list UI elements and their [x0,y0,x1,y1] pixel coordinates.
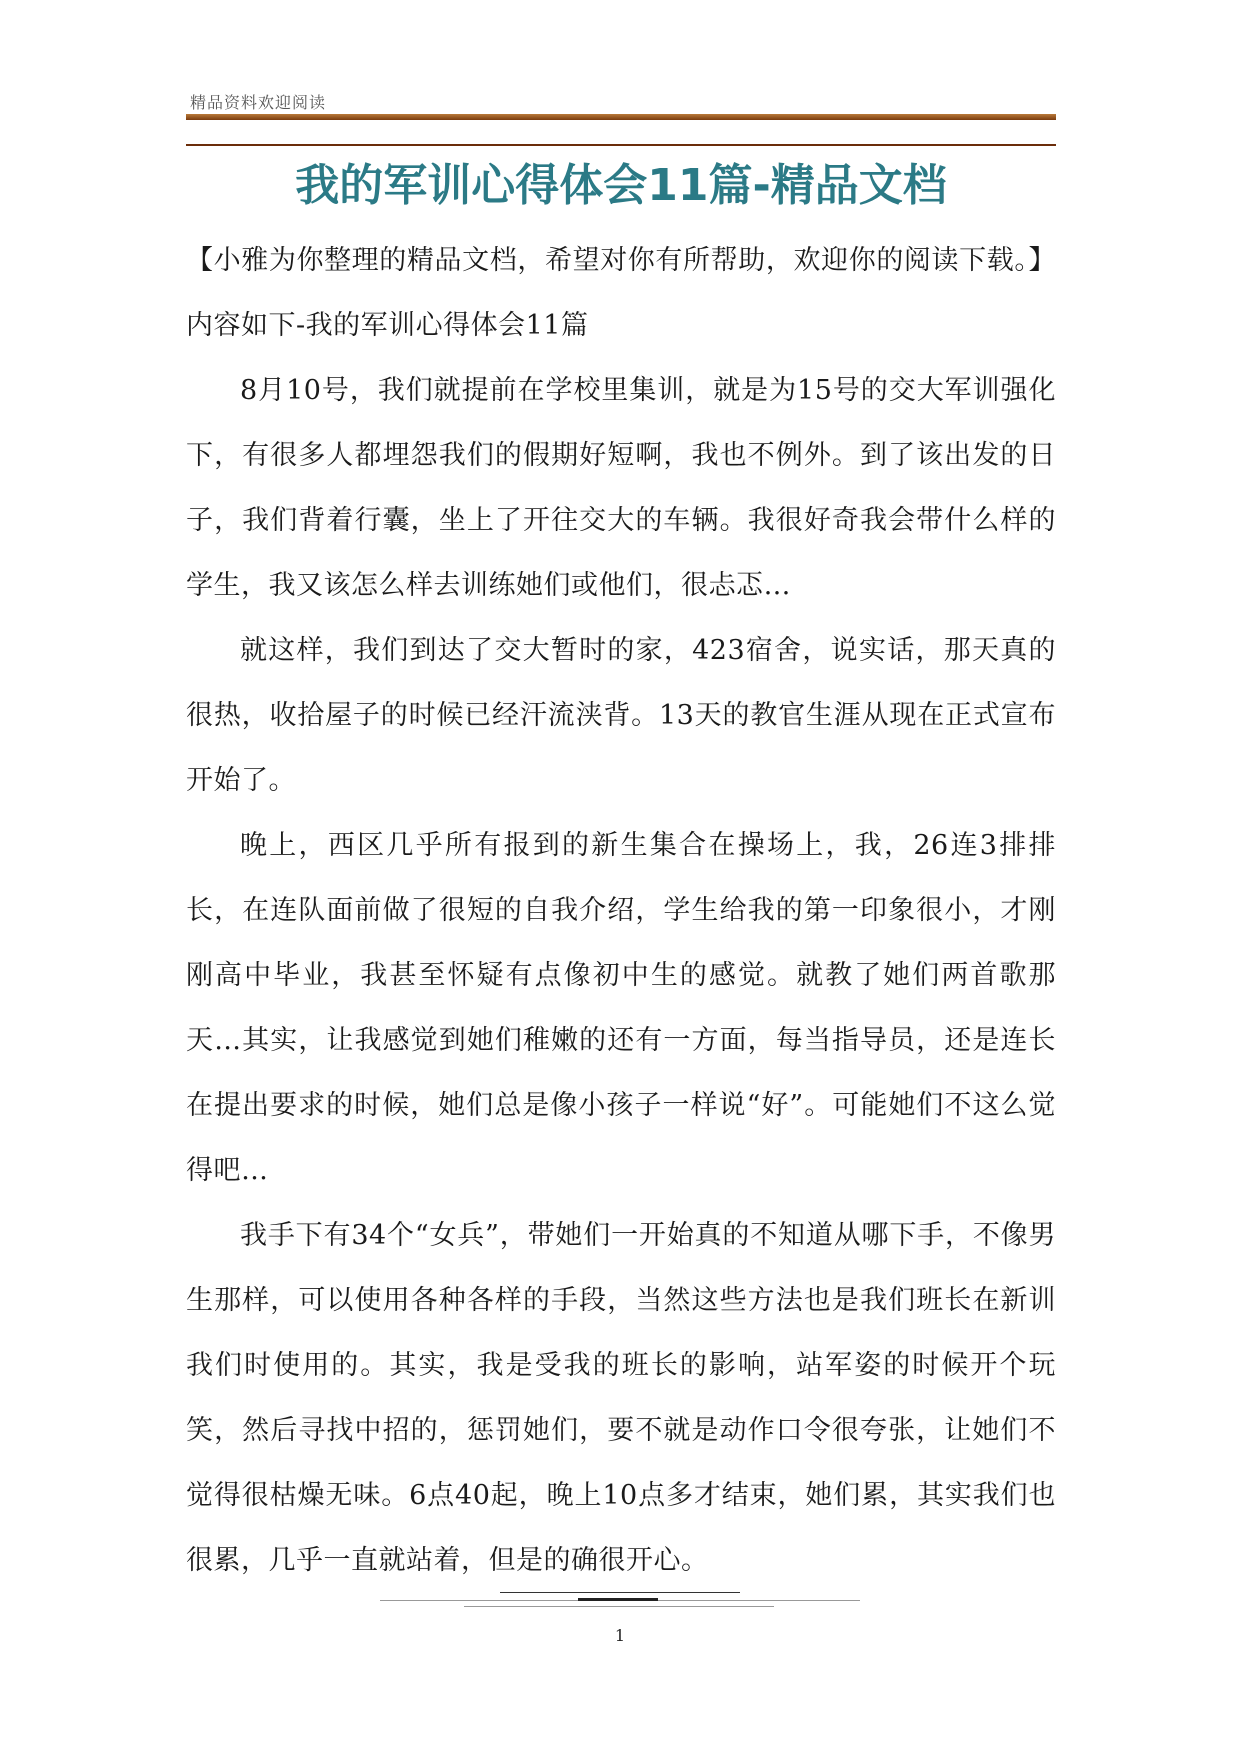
footer-rule-accent [578,1598,658,1601]
body-paragraph: 我手下有34个“女兵”，带她们一开始真的不知道从哪下手，不像男生那样，可以使用各种各样的手段，当然这些方法也是我们班长在新训我们时使用的。其实，我是受我的班长的影响，站军姿的时候开个玩笑，然后寻找中招的，惩罚她们，要不就是动作口令很夸张，让她们不觉得很枯燥无味。6点40起，晚上10点多才结束，她们累，其实我们也很累，几乎一直就站着，但是的确很开心。 [186,1220,1056,1576]
document-title: 我的军训心得体会11篇-精品文档 [295,160,947,211]
footer-rule [464,1606,774,1607]
body-paragraph: 晚上，西区几乎所有报到的新生集合在操场上，我，26连3排排长，在连队面前做了很短的自我介绍，学生给我的第一印象很小，才刚刚高中毕业，我甚至怀疑有点像初中生的感觉。就教了她们两首歌那天…其实，让我感觉到她们稚嫩的还有一方面，每当指导员，还是连长在提出要求的时候，她们总是像小孩子一样说“好”。可能她们不这么觉得吧… [186,830,1056,1186]
footer-rule [500,1592,740,1593]
body-paragraph: 8月10号，我们就提前在学校里集训，就是为15号的交大军训强化下，有很多人都埋怨我们的假期好短啊，我也不例外。到了该出发的日子，我们背着行囊，坐上了开往交大的车辆。我很好奇我会带什么样的学生，我又该怎么样去训练她们或他们，很忐忑… [186,375,1056,601]
header-text: 精品资料欢迎阅读 [190,93,327,112]
body-paragraph: 就这样，我们到达了交大暂时的家，423宿舍，说实话，那天真的很热，收拾屋子的时候已经汗流浃背。13天的教官生涯从现在正式宣布开始了。 [186,635,1056,796]
intro-paragraph: 【小雅为你整理的精品文档，希望对你有所帮助，欢迎你的阅读下载。】内容如下-我的军训心得体会11篇 [186,245,1056,341]
header-rule-thick [186,114,1056,120]
page-number: 1 [614,1626,626,1645]
document-body [186,228,1056,1593]
header-rule-thin [186,144,1056,146]
footer-decoration [380,1592,860,1622]
